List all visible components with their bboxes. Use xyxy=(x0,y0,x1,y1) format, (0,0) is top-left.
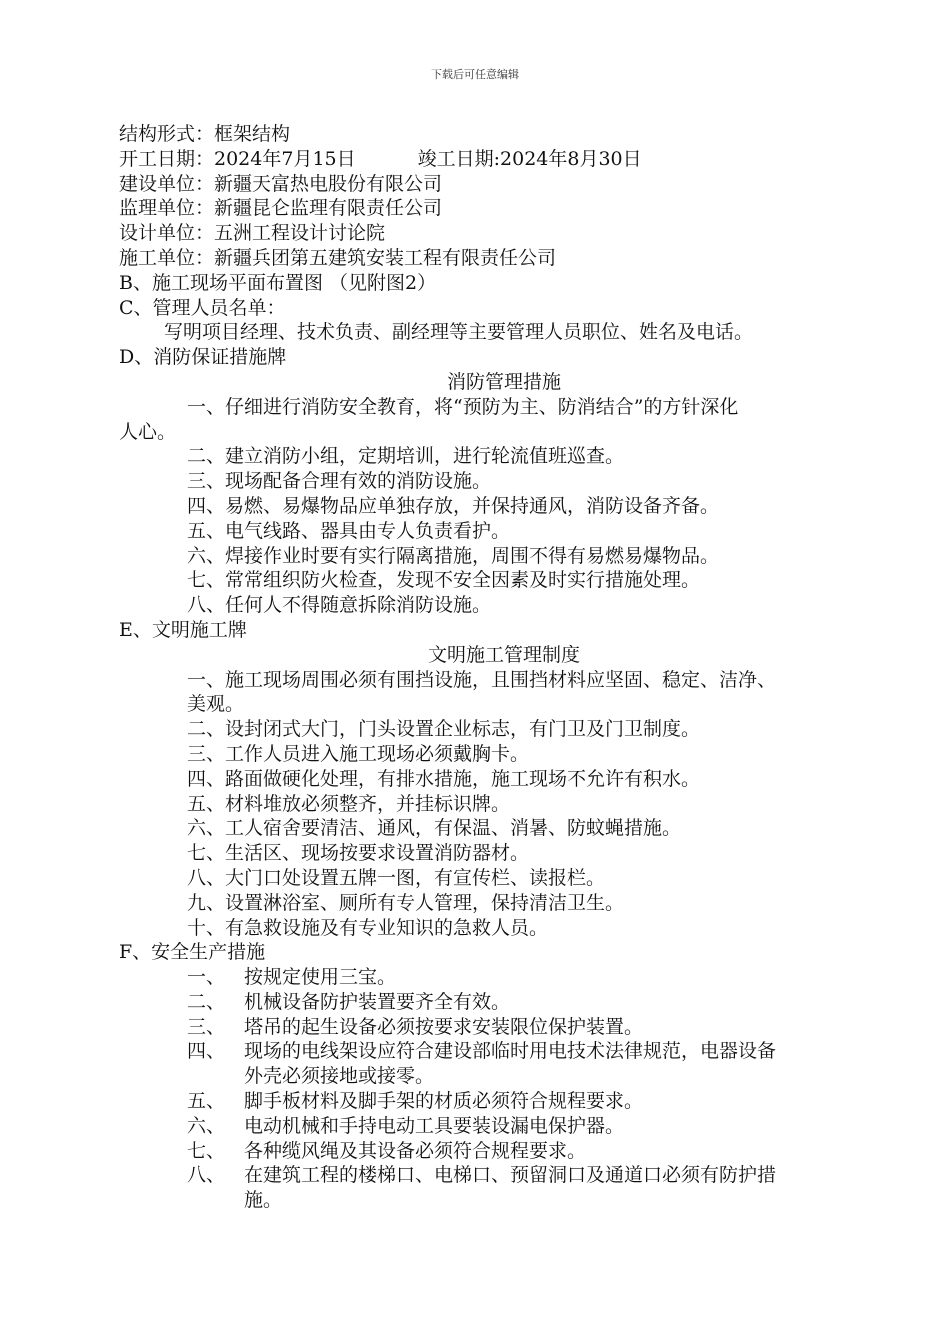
item-text: 脚手板材料及脚手架的材质必须符合规程要求。 xyxy=(244,1090,644,1113)
structure-line: 结构形式：框架结构 xyxy=(119,123,291,145)
item-text: 按规定使用三宝。 xyxy=(244,966,397,989)
list-item: 二、建立消防小组，定期培训，进行轮流值班巡查。 xyxy=(187,445,625,468)
section-c-note: 写明项目经理、技术负责、副经理等主要管理人员职位、姓名及电话。 xyxy=(164,321,754,344)
list-item xyxy=(119,1089,889,1114)
item-number: 五、 xyxy=(187,1090,226,1113)
item-text: 外壳必须接地或接零。 xyxy=(244,1065,435,1088)
section-d-title: 消防管理措施 xyxy=(446,370,561,393)
list-item: 八、任何人不得随意拆除消防设施。 xyxy=(187,594,492,617)
item-number: 四、 xyxy=(187,1040,226,1063)
list-item: 六、焊接作业时要有实行隔离措施，周围不得有易燃易爆物品。 xyxy=(187,544,720,567)
end-date: 竣工日期:2024年8月30日 xyxy=(417,147,642,170)
list-item xyxy=(119,1064,889,1089)
list-item: 五、材料堆放必须整齐，并挂标识牌。 xyxy=(187,792,511,815)
list-item: 五、电气线路、器具由专人负责看护。 xyxy=(187,519,511,542)
list-item: 七、常常组织防火检查，发现不安全因素及时实行措施处理。 xyxy=(187,569,701,592)
start-date: 开工日期：2024年7月15日 xyxy=(119,147,356,170)
list-item xyxy=(119,1163,889,1188)
item-text: 施。 xyxy=(244,1189,283,1212)
list-item: 三、工作人员进入施工现场必须戴胸卡。 xyxy=(187,742,530,765)
section-d-item-1b: 人心。 xyxy=(119,420,177,443)
section-e: E、文明施工牌 xyxy=(119,618,247,641)
item-text: 电动机械和手持电动工具要装设漏电保护器。 xyxy=(244,1114,625,1137)
section-e-title: 文明施工管理制度 xyxy=(427,643,580,666)
section-c: C、管理人员名单： xyxy=(119,296,286,319)
owner-line: 建设单位：新疆天富热电股份有限公司 xyxy=(119,172,443,195)
item-text: 机械设备防护装置要齐全有效。 xyxy=(244,990,511,1013)
list-item: 四、易燃、易爆物品应单独存放，并保持通风，消防设备齐备。 xyxy=(187,494,720,517)
contractor-line: 施工单位：新疆兵团第五建筑安装工程有限责任公司 xyxy=(119,246,557,269)
designer-line: 设计单位：五洲工程设计讨论院 xyxy=(119,222,386,245)
item-number: 三、 xyxy=(187,1015,226,1038)
list-item: 十、有急救设施及有专业知识的急救人员。 xyxy=(187,916,549,939)
item-number: 六、 xyxy=(187,1114,226,1137)
section-e-item-1b: 美观。 xyxy=(187,693,245,716)
list-item: 四、路面做硬化处理，有排水措施，施工现场不允许有积水。 xyxy=(187,767,701,790)
list-item: 三、现场配备合理有效的消防设施。 xyxy=(187,470,492,493)
item-number: 二、 xyxy=(187,990,226,1013)
list-item xyxy=(119,1114,889,1139)
list-item: 六、工人宿舍要清洁、通风，有保温、消暑、防蚊蝇措施。 xyxy=(187,817,682,840)
item-text: 现场的电线架设应符合建设部临时用电技术法律规范，电器设备 xyxy=(244,1040,777,1063)
list-item: 九、设置淋浴室、厕所有专人管理，保持清洁卫生。 xyxy=(187,891,625,914)
section-f: F、安全生产措施 xyxy=(119,941,266,964)
section-d-item-1a: 一、仔细进行消防安全教育，将“预防为主、防消结合”的方针深化 xyxy=(187,395,739,418)
section-d: D、消防保证措施牌 xyxy=(119,346,287,369)
list-item: 二、设封闭式大门，门头设置企业标志，有门卫及门卫制度。 xyxy=(187,718,701,741)
list-item xyxy=(119,1015,889,1040)
item-number: 八、 xyxy=(187,1164,226,1187)
item-text: 在建筑工程的楼梯口、电梯口、预留洞口及通道口必须有防护措 xyxy=(244,1164,777,1187)
list-item xyxy=(119,1188,889,1213)
list-item xyxy=(119,990,889,1015)
section-e-item-1a: 一、施工现场周围必须有围挡设施，且围挡材料应坚固、稳定、洁净、 xyxy=(187,668,777,691)
list-item: 七、生活区、现场按要求设置消防器材。 xyxy=(187,842,530,865)
list-item xyxy=(119,1039,889,1064)
item-number: 一、 xyxy=(187,966,226,989)
list-item: 八、大门口处设置五牌一图，有宣传栏、读报栏。 xyxy=(187,866,606,889)
supervisor-line: 监理单位：新疆昆仑监理有限责任公司 xyxy=(119,197,443,220)
list-item xyxy=(119,965,889,990)
section-b: B、施工现场平面布置图 （见附图2） xyxy=(119,271,437,294)
page-header: 下载后可任意编辑 xyxy=(431,68,519,81)
document-body xyxy=(119,122,889,1213)
item-number: 七、 xyxy=(187,1139,226,1162)
list-item xyxy=(119,1139,889,1164)
dates-line xyxy=(119,147,889,172)
item-text: 塔吊的起生设备必须按要求安装限位保护装置。 xyxy=(244,1015,644,1038)
item-text: 各种缆风绳及其设备必须符合规程要求。 xyxy=(244,1139,587,1162)
